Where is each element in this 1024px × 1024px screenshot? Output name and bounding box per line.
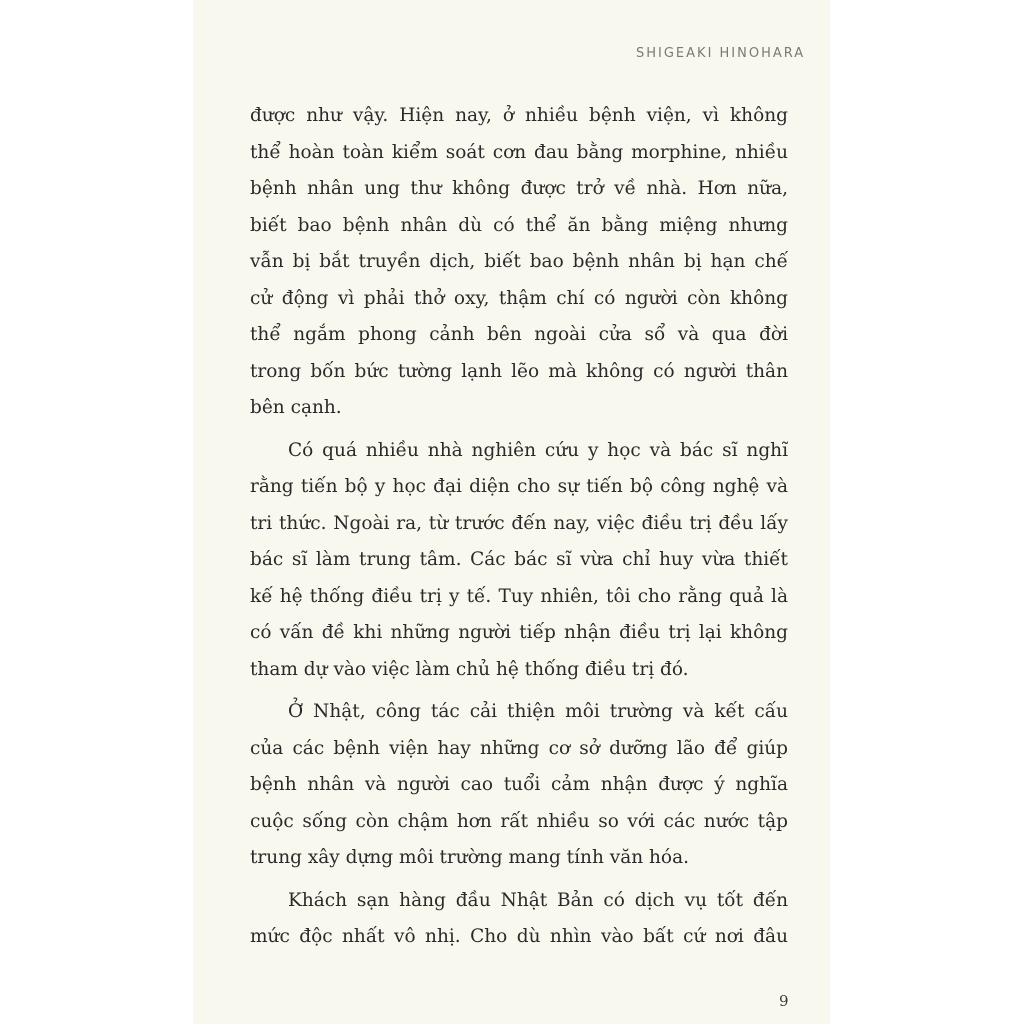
text-line: vẫn bị bắt truyền dịch, biết bao bệnh nhân bị hạn chế: [250, 251, 788, 272]
text-line: mức độc nhất vô nhị. Cho dù nhìn vào bất cứ nơi đâu: [250, 926, 788, 947]
running-head: SHIGEAKI HINOHARA: [636, 46, 806, 61]
text-line: bên cạnh.: [250, 397, 342, 418]
text-line: tham dự vào việc làm chủ hệ thống điều trị đó.: [250, 658, 689, 680]
page-number: 9: [779, 992, 789, 1010]
text-line: cuộc sống còn chậm hơn rất nhiều so với các nước tập: [250, 810, 788, 832]
book-page: [193, 0, 830, 1024]
text-line: Có quá nhiều nhà nghiên cứu y học và bác sĩ nghĩ: [288, 439, 788, 461]
text-line: bác sĩ làm trung tâm. Các bác sĩ vừa chỉ huy vừa thiết: [250, 549, 788, 570]
text-line: kế hệ thống điều trị y tế. Tuy nhiên, tôi cho rằng quả là: [250, 585, 788, 607]
text-line: cử động vì phải thở oxy, thậm chí có người còn không: [250, 287, 788, 309]
text-line: rằng tiến bộ y học đại diện cho sự tiến bộ công nghệ và: [250, 476, 788, 497]
text-line: trung xây dựng môi trường mang tính văn hóa.: [250, 847, 689, 868]
text-line: Khách sạn hàng đầu Nhật Bản có dịch vụ tốt đến: [288, 889, 788, 911]
text-line: bệnh nhân ung thư không được trở về nhà. Hơn nữa,: [250, 178, 788, 199]
text-line: bệnh nhân và người cao tuổi cảm nhận được ý nghĩa: [250, 774, 788, 795]
text-line: Ở Nhật, công tác cải thiện môi trường và kết cấu: [288, 701, 788, 722]
body-text: [250, 98, 788, 956]
text-line: thể ngắm phong cảnh bên ngoài cửa sổ và qua đời: [250, 324, 788, 345]
text-line: thể hoàn toàn kiểm soát cơn đau bằng morphine, nhiều: [250, 141, 788, 163]
text-line: biết bao bệnh nhân dù có thể ăn bằng miệng nhưng: [250, 214, 788, 236]
text-line: có vấn đề khi những người tiếp nhận điều trị lại không: [250, 622, 788, 643]
text-line: trong bốn bức tường lạnh lẽo mà không có người thân: [250, 360, 788, 382]
text-line: tri thức. Ngoài ra, từ trước đến nay, việc điều trị đều lấy: [250, 512, 788, 534]
text-line: được như vậy. Hiện nay, ở nhiều bệnh viện, vì không: [250, 105, 788, 126]
text-line: của các bệnh viện hay những cơ sở dưỡng lão để giúp: [250, 737, 788, 759]
